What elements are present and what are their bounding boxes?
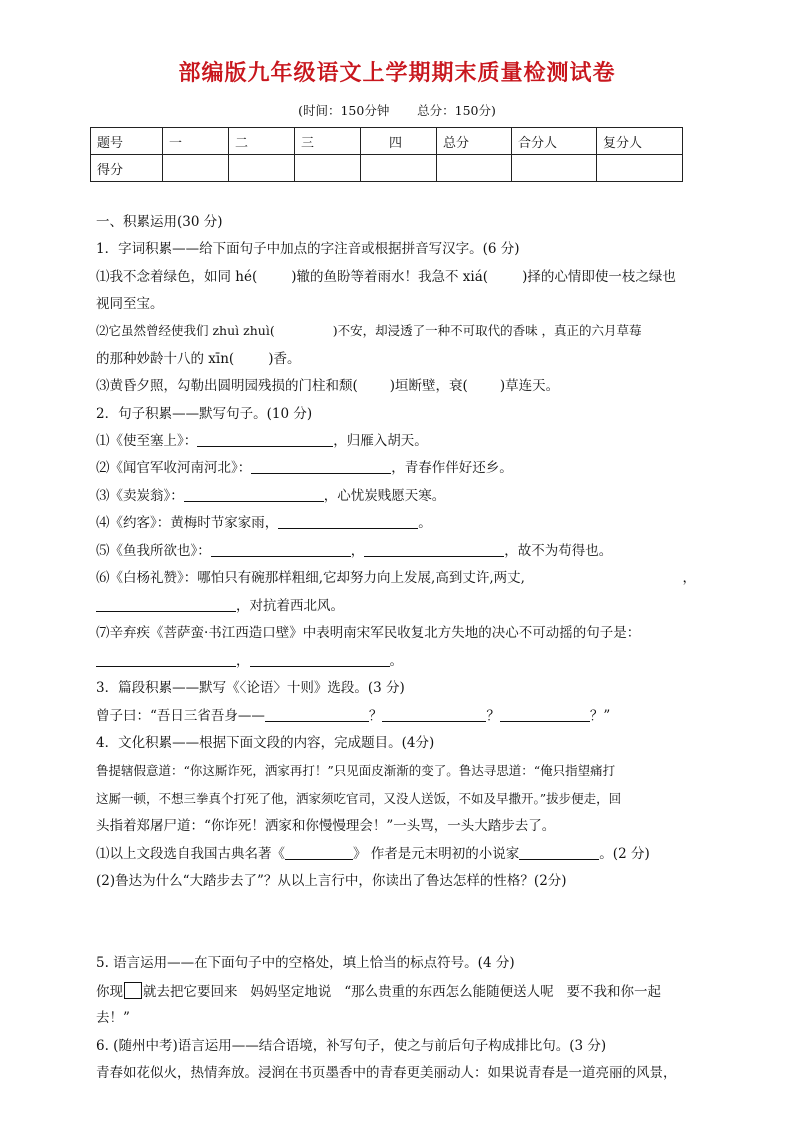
- q4-text: ⑴以上文段选自我国古典名著《: [96, 846, 285, 862]
- q2-text: ⑶《卖炭翁》：: [96, 488, 184, 504]
- q2-text: ，心忧炭贱愿天寒。: [323, 488, 446, 504]
- q3-text: ？”: [589, 708, 611, 724]
- question-1-stem: 1．字词积累——给下面句子中加点的字注音或根据拼音写汉字。(6 分): [96, 241, 520, 257]
- question-2-item-6-cont: [96, 597, 700, 615]
- q5-text: 就去把它要回来 妈妈坚定地说 “那么贵重的东西怎么能随便送人呢 要不我和你一起: [143, 984, 662, 1000]
- question-6-text: 青春如花似火，热情奔放。浸润在书页墨香中的青春更美丽动人：如果说青春是一道亮丽的风景，: [96, 1065, 677, 1081]
- score-cell[interactable]: [163, 155, 229, 182]
- q1-text: )草连天。: [499, 378, 560, 394]
- q1-text: ⑴我不念着绿色，如同 hé(: [96, 269, 258, 285]
- q2-text: ，故不为苟得也。: [504, 543, 613, 559]
- score-header-cell: 二: [229, 128, 295, 155]
- score-cell[interactable]: [361, 155, 437, 182]
- question-2-item-1: [96, 432, 700, 450]
- q1-text: )香。: [268, 351, 301, 367]
- score-header-cell: 四: [361, 128, 437, 155]
- question-5-sentence-cont: 去！”: [96, 1010, 130, 1026]
- score-row-label: 得分: [91, 155, 163, 182]
- q2-text: ⑸《鱼我所欲也》：: [96, 543, 211, 559]
- score-cell[interactable]: [597, 155, 683, 182]
- q2-text: ，: [350, 543, 365, 559]
- answer-blank[interactable]: [500, 707, 590, 722]
- score-table-header-row: [91, 128, 683, 155]
- question-1-item-2-cont: [96, 350, 700, 368]
- question-3-item: [96, 707, 700, 725]
- score-header-cell: 一: [163, 128, 229, 155]
- q2-text: 。: [389, 653, 403, 669]
- exam-meta: [0, 101, 794, 119]
- question-4-passage-line: 这厮一顿，不想三拳真个打死了他，洒家须吃官司，又没人送饭，不如及早撒开。”拔步便走，回: [96, 791, 622, 806]
- q2-text: ⑷《约客》：黄梅时节家家雨，: [96, 515, 279, 531]
- score-header-cell: 题号: [91, 128, 163, 155]
- q1-text: )辙的鱼盼等着雨水！我急不 xiá(: [291, 269, 489, 285]
- answer-blank[interactable]: [364, 542, 504, 557]
- answer-blank[interactable]: [96, 652, 236, 667]
- question-4-item-1: [96, 845, 700, 863]
- score-header-cell: 三: [295, 128, 361, 155]
- question-1-item-1: [96, 268, 700, 286]
- score-cell[interactable]: [437, 155, 512, 182]
- question-2-item-2: [96, 459, 700, 477]
- score-header-cell: 合分人: [512, 128, 597, 155]
- score-cell[interactable]: [295, 155, 361, 182]
- question-1-item-3: [96, 377, 700, 395]
- q2-text: ，对抗着西北风。: [236, 598, 344, 614]
- score-cell[interactable]: [229, 155, 295, 182]
- answer-blank[interactable]: [519, 845, 599, 860]
- q1-text: )垣断壁，衰(: [389, 378, 468, 394]
- score-table: [90, 127, 683, 182]
- q2-text: ，: [236, 653, 250, 669]
- question-2-item-7: [96, 624, 700, 642]
- q2-text: ，青春作伴好还乡。: [391, 460, 513, 476]
- q2-text: ⑴《使至塞上》：: [96, 433, 198, 449]
- q2-text: ，归雁入胡天。: [333, 433, 428, 449]
- section-heading: 一、积累运用(30 分): [96, 214, 223, 230]
- score-cell[interactable]: [512, 155, 597, 182]
- q4-text: 》 作者是元末明初的小说家: [353, 846, 520, 862]
- question-5-sentence: [96, 982, 700, 1001]
- q3-text: ？: [486, 708, 500, 724]
- score-header-cell: 总分: [437, 128, 512, 155]
- question-5-stem: 5. 语言运用——在下面句子中的空格处，填上恰当的标点符号。(4 分): [96, 955, 515, 971]
- answer-blank[interactable]: [211, 542, 351, 557]
- answer-blank[interactable]: [265, 707, 369, 722]
- q4-text: 。(2 分): [599, 846, 650, 862]
- question-2-stem: 2．句子积累——默写句子。(10 分): [96, 406, 313, 422]
- answer-blank[interactable]: [382, 707, 486, 722]
- score-header-cell: 复分人: [597, 128, 683, 155]
- question-1-item-1-cont: 视同至宝。: [96, 296, 164, 312]
- q1-text: )择的心情即使一枝之绿也: [522, 269, 676, 285]
- answer-blank[interactable]: [184, 487, 324, 502]
- question-4-passage-line: 头指着郑屠尸道：“你诈死！洒家和你慢慢理会！”一头骂，一头大踏步去了。: [96, 818, 556, 834]
- answer-blank[interactable]: [285, 845, 353, 860]
- question-4-item-2: (2)鲁达为什么“大踏步去了”？从以上言行中，你读出了鲁达怎样的性格？(2分): [96, 873, 567, 889]
- question-2-item-3: [96, 487, 700, 505]
- question-2-item-4: [96, 514, 700, 532]
- q3-text: 曾子曰：“吾日三省吾身——: [96, 708, 265, 724]
- q1-text: ⑶黄昏夕照，勾勒出圆明园残损的门柱和颓(: [96, 378, 358, 394]
- question-1-item-2: [96, 322, 700, 340]
- question-2-item-6: [96, 569, 700, 587]
- q2-text: ⑹《白杨礼赞》：哪怕只有碗那样粗细,它却努力向上发展,高到丈许,两丈,: [96, 570, 525, 586]
- q2-text: ⑺辛弃疾《菩萨蛮·书江西造口壁》中表明南宋军民收复北方失地的决心不可动摇的句子是：: [96, 625, 641, 641]
- q2-text: ，: [682, 570, 696, 586]
- q3-text: ？: [368, 708, 383, 724]
- question-6-stem: 6. (随州中考)语言运用——结合语境，补写句子，使之与前后句子构成排比句。(3 分): [96, 1038, 607, 1054]
- q1-text: ⑵它虽然曾经使我们 zhuì zhuì(: [96, 323, 275, 338]
- question-4-passage-line: 鲁提辖假意道：“你这厮诈死，洒家再打！”只见面皮渐渐的变了。鲁达寻思道：“俺只指望痛打: [96, 763, 616, 778]
- question-3-stem: 3．篇段积累——默写《〈论语〉十则》选段。(3 分): [96, 680, 405, 696]
- q2-text: ⑵《闻官军收河南河北》：: [96, 460, 252, 476]
- answer-blank[interactable]: [96, 597, 236, 612]
- answer-blank[interactable]: [197, 432, 333, 447]
- total-score-info: 总分：150分): [417, 103, 496, 118]
- q2-text: 。: [418, 515, 432, 531]
- q1-text: )不安，却浸透了一种不可取代的香味 ，真正的六月草莓: [332, 323, 642, 338]
- exam-title: 部编版九年级语文上学期期末质量检测试卷: [178, 61, 616, 86]
- q5-text: 你现: [96, 984, 123, 1000]
- answer-blank[interactable]: [251, 459, 391, 474]
- answer-blank[interactable]: [278, 514, 418, 529]
- punctuation-box[interactable]: [124, 982, 142, 999]
- question-2-item-7-cont: [96, 652, 700, 670]
- score-table-score-row: [91, 155, 683, 182]
- question-2-item-5: [96, 542, 700, 560]
- time-info: (时间：150分钟: [298, 103, 390, 118]
- q1-text: 的那种妙龄十八的 xīn(: [96, 351, 235, 367]
- answer-blank[interactable]: [250, 652, 390, 667]
- question-4-stem: 4．文化积累——根据下面文段的内容，完成题目。(4分): [96, 735, 435, 751]
